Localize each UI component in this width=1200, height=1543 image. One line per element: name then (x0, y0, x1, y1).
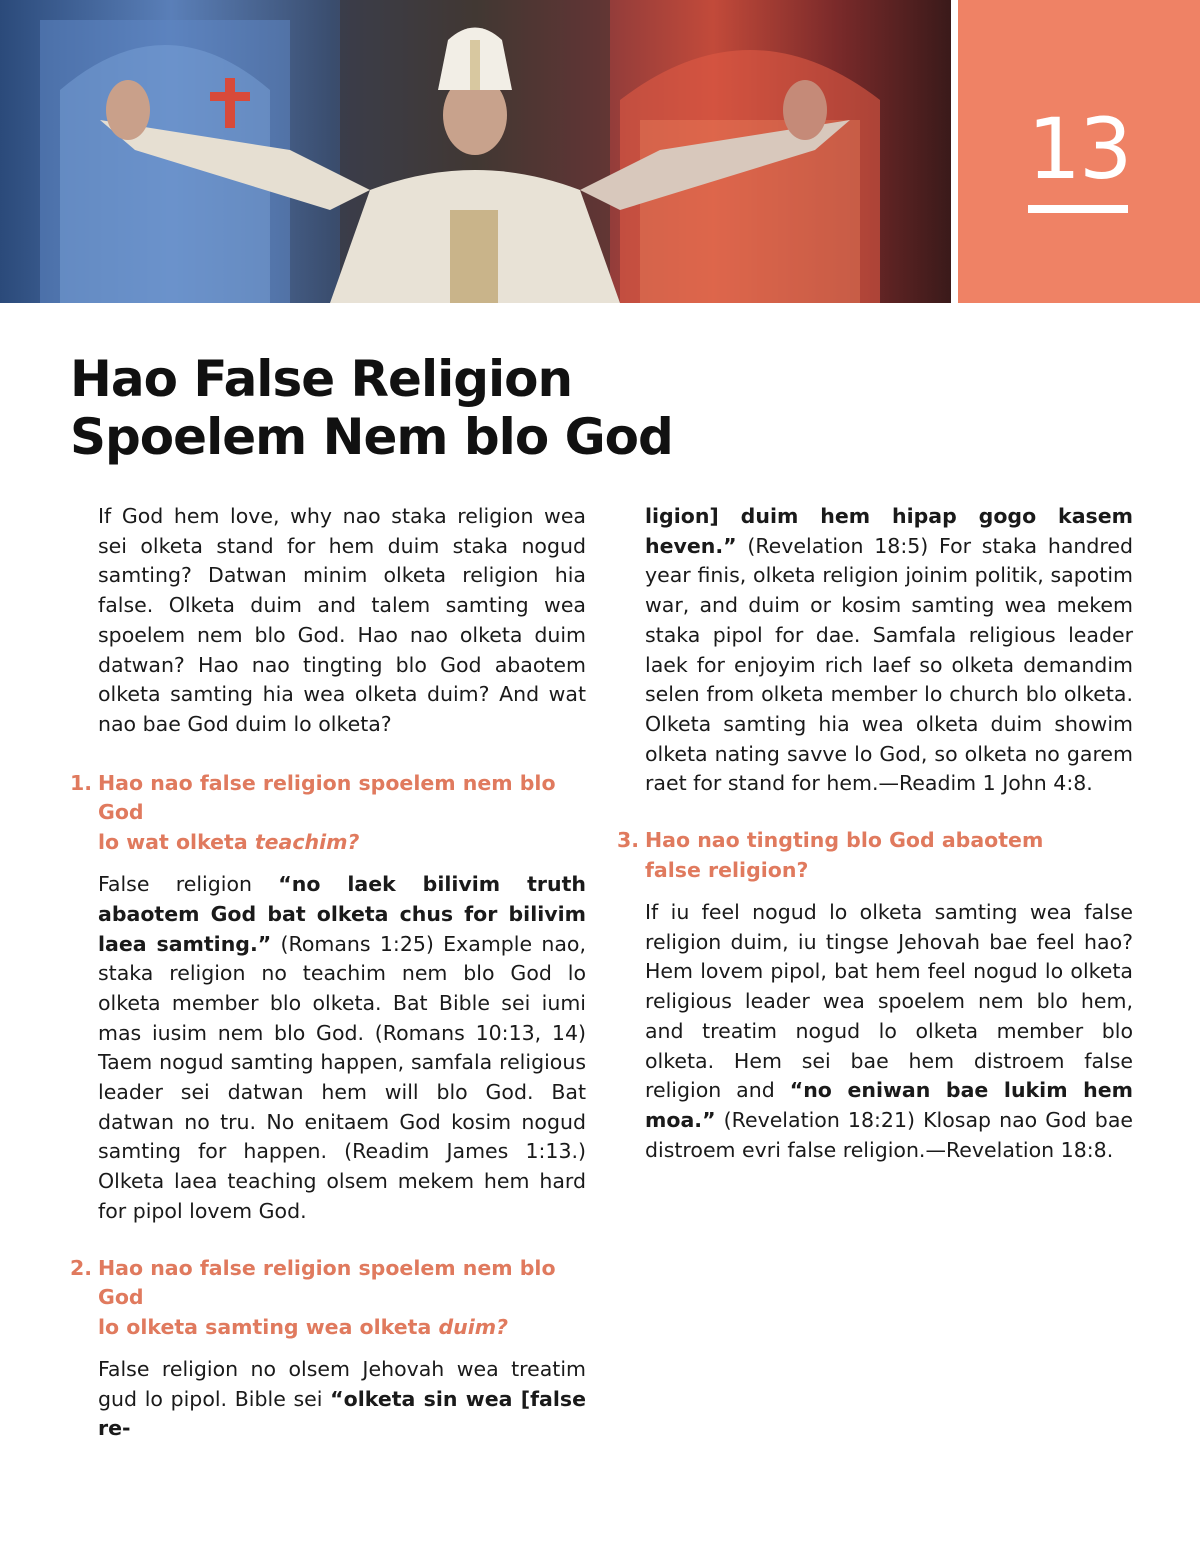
question-1-line-2: lo wat olketa (98, 829, 255, 854)
q2-text-bold-2: ligion] duim hem hipap gogo kasem heven.” (645, 504, 1133, 558)
question-3-line-2: false religion? (645, 857, 809, 882)
q3-text-rest: (Revelation 18:21) Klosap nao God bae distroem evri false religion.—Revelation 18:8. (645, 1107, 1133, 1162)
q3-text-pre: If iu feel nogud lo olketa samting wea false religion duim, iu tingse Jehovah bae feel hao? Hem lovem pipol, bat hem feel nogud lo olketa religious leader wea spoelem nem blo hem, and treatim nogud lo olketa member blo olketa. Hem sei bae hem distroem false religion and (645, 900, 1133, 1103)
page-title (70, 350, 770, 466)
q2-text-rest: (Revelation 18:5) For staka handred year finis, olketa religion joinim politik, sapotim war, and duim or kosim samting wea mekem staka pipol for dae. Samfala religious leader laek for enjoyim rich laef so olketa demandim selen from olketa member lo church blo olketa. Olketa samting hia wea olketa duim showim olketa nating savve lo God, so olketa no garem raet for stand for hem.—Readim 1 John 4:8. (645, 533, 1133, 796)
question-1-number: 1. (70, 770, 93, 795)
question-2-number: 2. (70, 1255, 93, 1280)
title-line-2: Spoelem Nem blo God (70, 408, 673, 466)
question-3-line-1: Hao nao tingting blo God abaotem (645, 828, 1044, 853)
hero-image (0, 0, 951, 303)
chapter-badge (958, 0, 1200, 303)
chapter-underline (1028, 205, 1128, 213)
question-1-paragraph (98, 870, 586, 1226)
question-1-heading (70, 769, 586, 858)
q3-text-bold: “no eniwan bae lukim hem moa.” (645, 1078, 1133, 1132)
chapter-number: 13 (1027, 100, 1131, 198)
title-line-1: Hao False Religion (70, 350, 573, 408)
q1-text-pre: False religion (98, 872, 279, 897)
question-1-line-1: Hao nao false religion spoelem nem blo God (98, 770, 556, 825)
question-3-heading (617, 826, 1133, 885)
question-2-emphasis: duim? (438, 1314, 508, 1339)
question-2-heading (70, 1254, 586, 1343)
question-3-paragraph (645, 898, 1133, 1165)
question-3-number: 3. (617, 828, 640, 853)
question-2-line-1: Hao nao false religion spoelem nem blo God (98, 1255, 556, 1310)
left-column (70, 502, 586, 1444)
q2-text-pre: False religion no olsem Jehovah wea treatim gud lo pipol. Bible sei (98, 1357, 586, 1411)
question-2-paragraph-continued (645, 502, 1133, 799)
q1-text-rest: (Romans 1:25) Example nao, staka religion no teachim nem blo God lo olketa member blo olketa. Bat Bible sei iumi mas iusim nem blo God. (Romans 10:13, 14) Taem nogud samting happen, samfala religious leader sei datwan hem will blo God. Bat datwan no tru. No enitaem God kosim nogud samting for happen. (Readim James 1:13.) Olketa laea teaching olsem mekem hem hard for pipol lovem God. (98, 931, 586, 1223)
right-column (617, 502, 1133, 1165)
intro-paragraph: If God hem love, why nao staka religion wea sei olketa stand for hem duim staka nogud samting? Datwan minim olketa religion hia false. Olketa duim and talem samting wea spoelem nem blo God. Hao nao olketa duim datwan? Hao nao tingting blo God abaotem olketa samting hia wea olketa duim? And wat nao bae God duim lo olketa? (98, 504, 586, 736)
question-1-emphasis: teachim? (254, 829, 360, 854)
question-2-line-2: lo olketa samting wea olketa (98, 1314, 439, 1339)
q1-text-bold: “no laek bilivim truth abaotem God bat olketa chus for bilivim laea samting.” (98, 872, 586, 956)
question-2-paragraph-start (98, 1355, 586, 1444)
hero-illustration (0, 0, 951, 303)
q2-text-bold-1: “olketa sin wea [false re- (98, 1386, 586, 1441)
